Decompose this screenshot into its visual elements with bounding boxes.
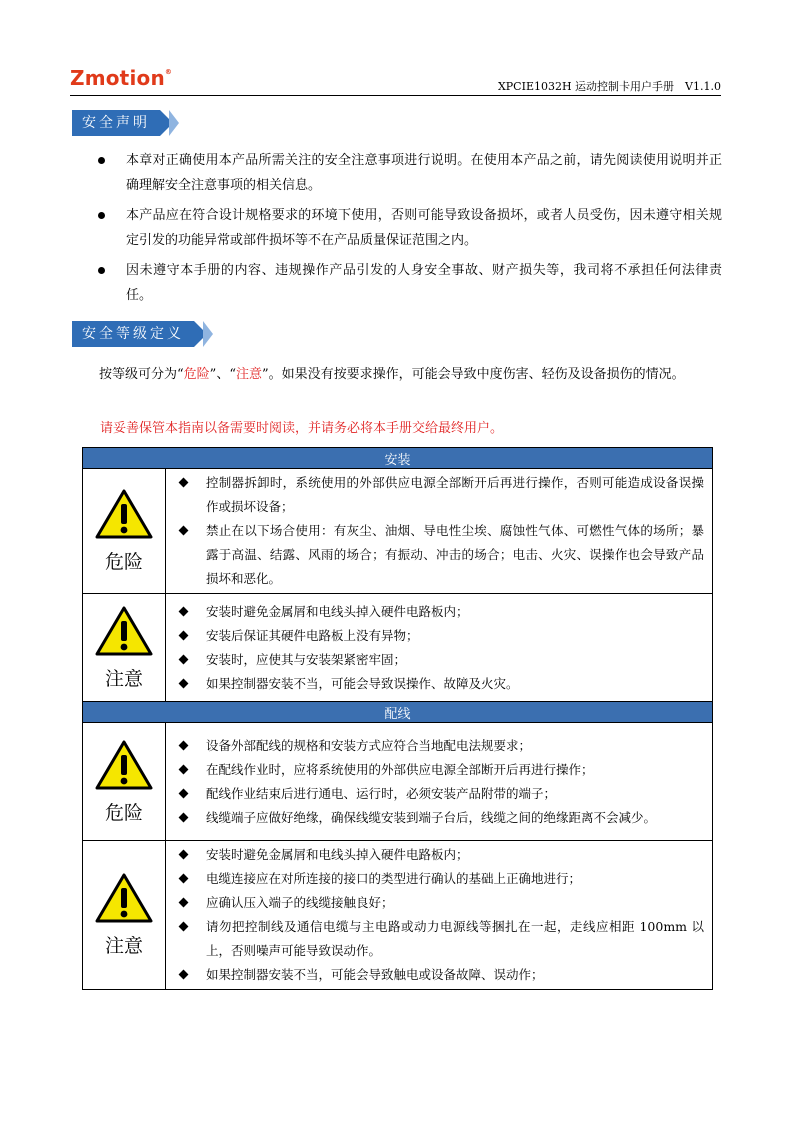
diamond-bullet-icon (179, 970, 189, 980)
list-item (174, 648, 704, 672)
list-item-text: 控制器拆卸时，系统使用的外部供应电源全部断开后再进行操作，否则可能造成设备误操作或损坏设备； (206, 475, 704, 514)
diamond-bullet-icon (179, 922, 189, 932)
intro-danger-term: 危险 (183, 367, 210, 382)
list-item (174, 734, 704, 758)
document-title: XPCIE1032H 运动控制卡用户手册 V1.1.0 (497, 80, 721, 93)
table-row-wiring-danger (83, 723, 713, 841)
bullet-dot-icon (98, 267, 105, 274)
list-item (174, 915, 704, 963)
intro-caution-term: 注意 (235, 367, 262, 382)
list-item-text: 禁止在以下场合使用：有灰尘、油烟、导电性尘埃、腐蚀性气体、可燃性气体的场所；暴露于高温、结露、风雨的场合；有振动、冲击的场合；电击、火灾、误操作也会导致产品损坏和恶化。 (206, 523, 704, 586)
list-item-text: 安装时避免金属屑和电线头掉入硬件电路板内； (206, 847, 469, 862)
safety-statement-list (96, 148, 722, 313)
section-title-text: 安全等级定义 (72, 321, 194, 347)
list-item (174, 672, 704, 696)
diamond-bullet-icon (179, 898, 189, 908)
level-cell-danger (83, 469, 166, 594)
list-item-text: 在配线作业时，应将系统使用的外部供应电源全部断开后再进行操作； (206, 761, 594, 777)
warning-triangle-icon (94, 739, 154, 791)
list-item-text: 线缆端子应做好绝缘，确保线缆安装到端子台后，线缆之间的绝缘距离不会减少。 (206, 809, 657, 825)
list-item (174, 471, 704, 519)
table-heading-wiring: 配线 (83, 702, 713, 723)
list-item (96, 203, 722, 253)
logo-registered-mark: ® (164, 68, 173, 76)
brand-logo (70, 66, 172, 90)
intro-text: ”。如果没有按要求操作，可能会导致中度伤害、轻伤及设备损伤的情况。 (261, 367, 685, 382)
list-item (96, 148, 722, 198)
table-row-wiring-caution (83, 841, 713, 990)
section-title-safety-statement (72, 110, 179, 136)
level-content (166, 594, 713, 702)
list-item (174, 758, 704, 782)
section-title-safety-levels (72, 321, 213, 347)
list-item (174, 806, 704, 830)
diamond-bullet-icon (179, 478, 189, 488)
bullet-dot-icon (98, 212, 105, 219)
diamond-bullet-icon (179, 526, 189, 536)
safety-levels-intro (82, 363, 722, 387)
intro-text: 按等级可分为“ (99, 367, 184, 382)
list-item-text: 设备外部配线的规格和安装方式应符合当地配电法规要求； (206, 737, 532, 753)
logo-text: Zmotion (70, 66, 165, 90)
list-item-text: 安装时，应使其与安装架紧密牢固； (206, 651, 407, 667)
diamond-bullet-icon (179, 850, 189, 860)
table-row-install-caution (83, 594, 713, 702)
list-item (174, 519, 704, 591)
keep-manual-note: 请妥善保管本指南以备需要时阅读，并请务必将本手册交给最终用户。 (100, 421, 504, 436)
bullet-dot-icon (98, 157, 105, 164)
list-item-text: 配线作业结束后进行通电、运行时，必须安装产品附带的端子； (206, 785, 557, 801)
level-content (166, 841, 713, 990)
level-cell-caution (83, 594, 166, 702)
list-item (174, 867, 704, 891)
level-label-danger: 危险 (104, 551, 143, 573)
table-row-install-danger (83, 469, 713, 594)
level-label-caution: 注意 (104, 667, 143, 690)
list-item (96, 258, 722, 308)
list-item-text: 本产品应在符合设计规格要求的环境下使用，否则可能导致设备损坏，或者人员受伤，因未遵守相关规定引发的功能异常或部件损坏等不在产品质量保证范围之内。 (126, 208, 722, 248)
level-label-danger: 危险 (104, 801, 143, 824)
level-content (166, 723, 713, 841)
diamond-bullet-icon (179, 788, 189, 798)
diamond-bullet-icon (179, 654, 189, 664)
list-item-text: 电缆连接应在对所连接的接口的类型进行确认的基础上正确地进行； (206, 871, 582, 886)
safety-table (82, 447, 713, 990)
level-label-caution: 注意 (104, 935, 143, 957)
diamond-bullet-icon (179, 678, 189, 688)
diamond-bullet-icon (179, 630, 189, 640)
level-cell-danger (83, 723, 166, 841)
table-heading-install: 安装 (83, 448, 713, 469)
list-item-text: 本章对正确使用本产品所需关注的安全注意事项进行说明。在使用本产品之前，请先阅读使用说明并正确理解安全注意事项的相关信息。 (126, 153, 722, 193)
list-item (174, 782, 704, 806)
header-divider (70, 95, 721, 96)
list-item-text: 如果控制器安装不当，可能会导致触电或设备故障、误动作； (206, 967, 544, 982)
list-item-text: 因未遵守本手册的内容、违规操作产品引发的人身安全事故、财产损失等，我司将不承担任何法律责任。 (126, 263, 722, 303)
list-item (174, 600, 704, 624)
intro-text: ”、“ (209, 367, 236, 382)
list-item-text: 安装时避免金属屑和电线头掉入硬件电路板内； (206, 603, 469, 619)
list-item-text: 应确认压入端子的线缆接触良好； (206, 895, 394, 910)
diamond-bullet-icon (179, 606, 189, 616)
list-item (174, 891, 704, 915)
section-title-text: 安全声明 (72, 110, 160, 136)
level-cell-caution (83, 841, 166, 990)
list-item-text: 如果控制器安装不当，可能会导致误操作、故障及火灾。 (206, 675, 519, 691)
diamond-bullet-icon (179, 812, 189, 822)
level-content (166, 469, 713, 594)
list-item (174, 963, 704, 987)
list-item-text: 请勿把控制线及通信电缆与主电路或动力电源线等捆扎在一起，走线应相距 100mm 以上，否则噪声可能导致误动作。 (206, 919, 704, 958)
diamond-bullet-icon (179, 874, 189, 884)
section-arrow-shadow-icon (169, 110, 179, 136)
warning-triangle-icon (94, 605, 154, 657)
diamond-bullet-icon (179, 764, 189, 774)
list-item-text: 安装后保证其硬件电路板上没有异物； (206, 627, 419, 643)
section-arrow-shadow-icon (203, 321, 213, 347)
list-item (174, 624, 704, 648)
warning-triangle-icon (94, 488, 154, 540)
list-item (174, 843, 704, 867)
warning-triangle-icon (94, 872, 154, 924)
diamond-bullet-icon (179, 740, 189, 750)
